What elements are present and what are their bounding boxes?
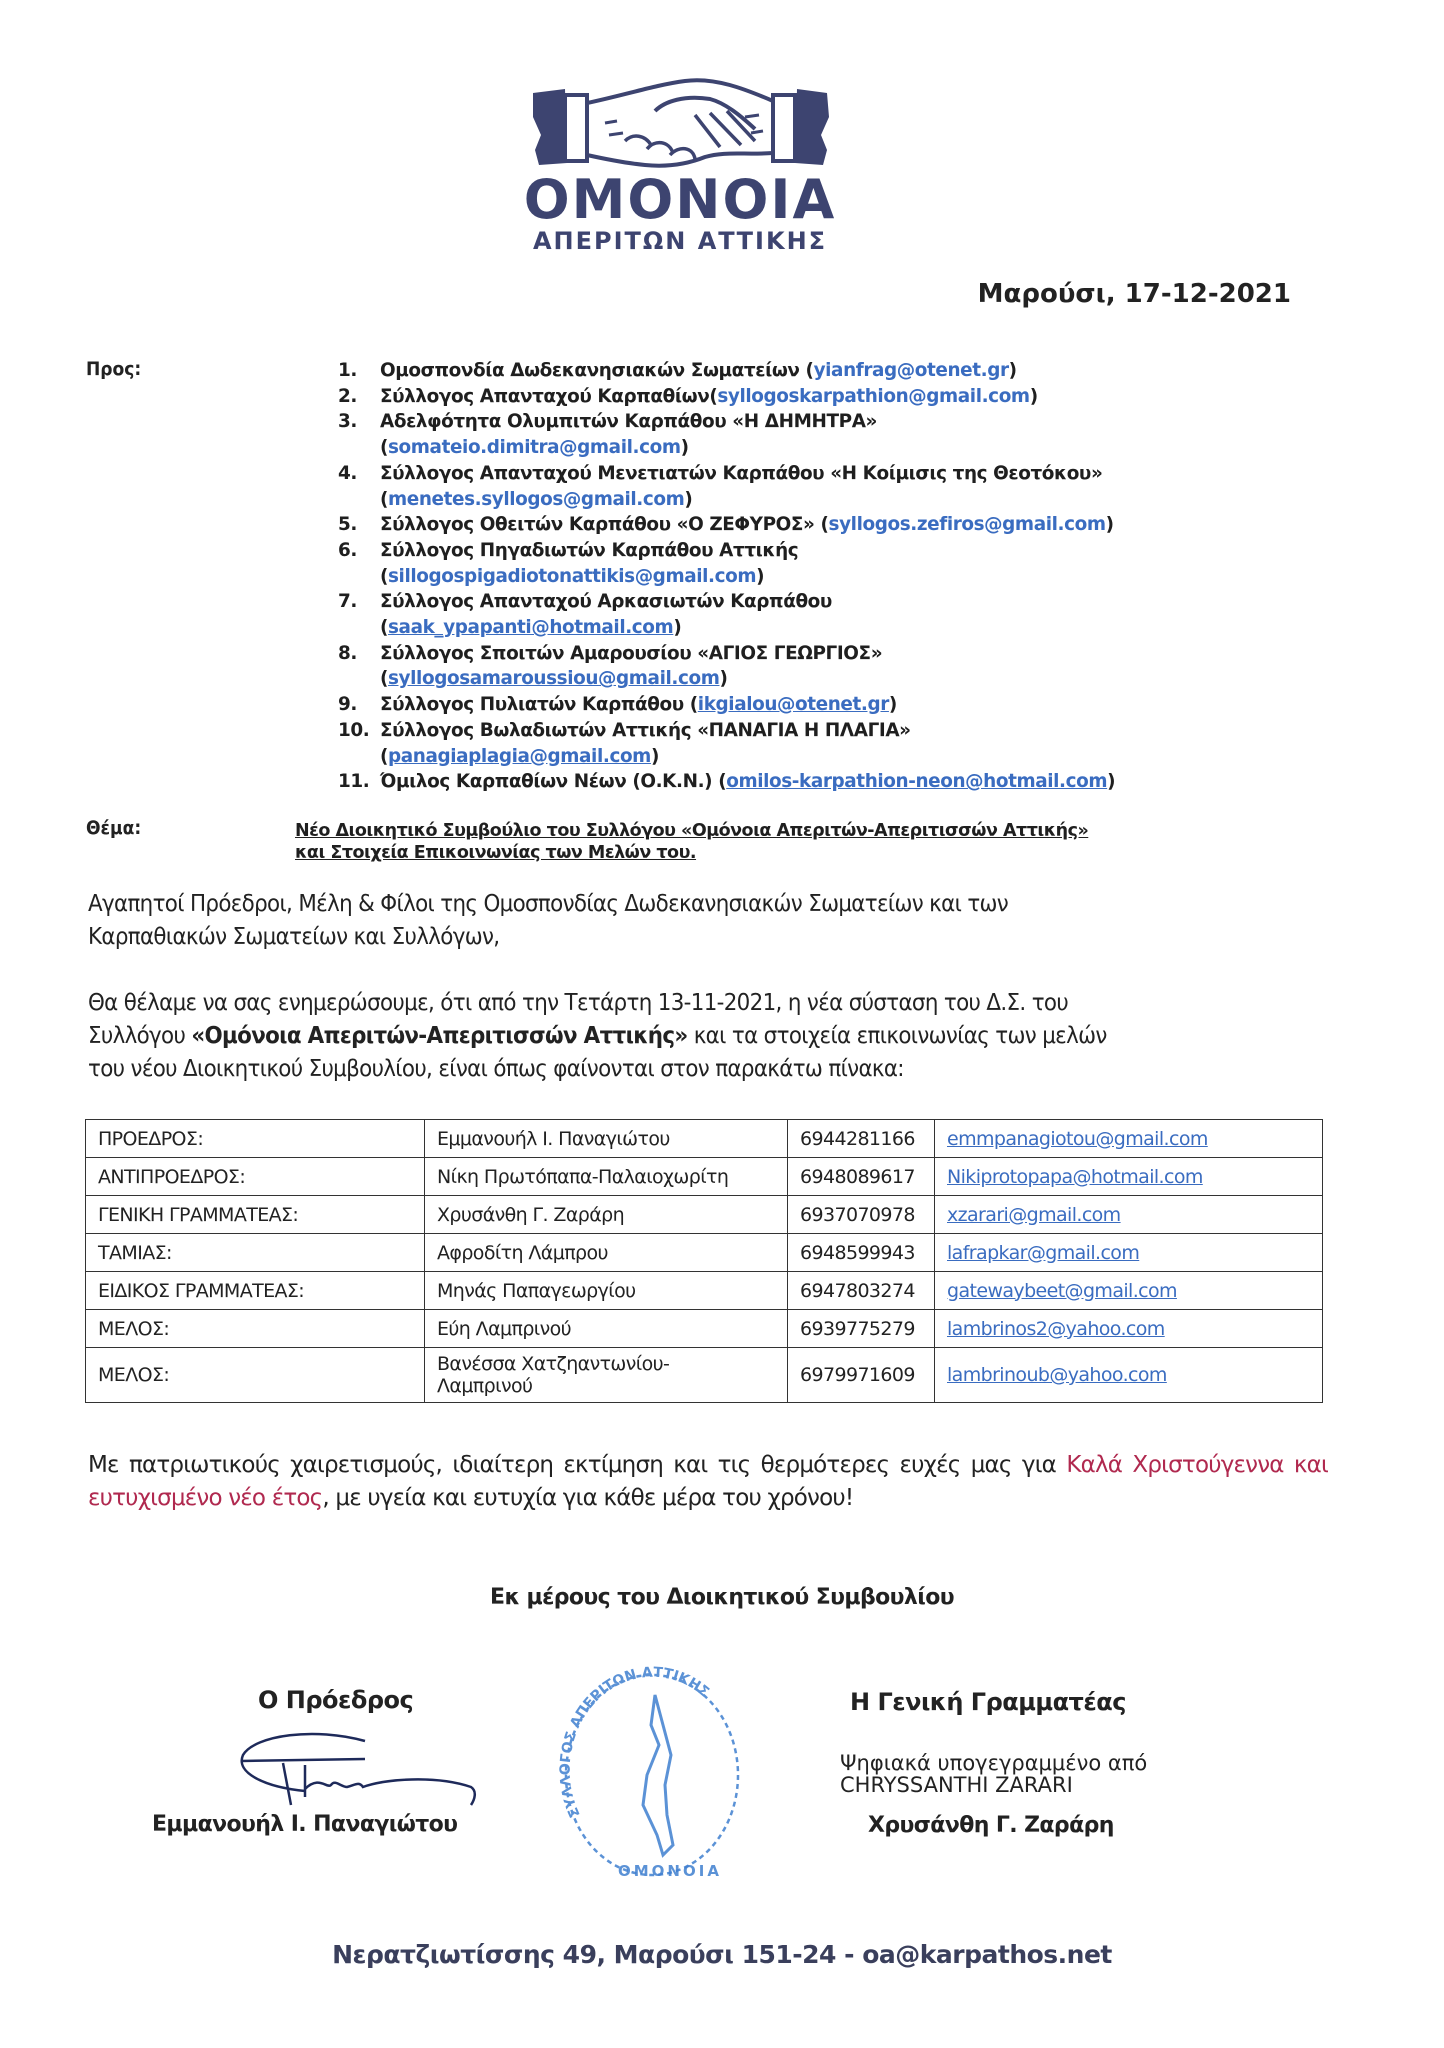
association-name: «Ομόνοια Απεριτών-Απεριτισσών Αττικής» (191, 1023, 688, 1049)
recipient-name: Αδελφότητα Ολυμπιτών Καρπάθου «Η ΔΗΜΗΤΡΑ» (380, 411, 878, 433)
greeting-line-1: Αγαπητοί Πρόεδροι, Μέλη & Φίλοι της Ομοσπονδίας Δωδεκανησιακών Σωματείων και των (88, 891, 1009, 917)
greeting-line-2: Καρπαθιακών Σωματείων και Συλλόγων, (88, 924, 500, 950)
member-email-link[interactable]: Nikiprotopapa@hotmail.com (947, 1165, 1203, 1188)
close-paren: ) (673, 617, 682, 639)
member-role: ΓΕΝΙΚΗ ΓΡΑΜΜΑΤΕΑΣ: (98, 1203, 299, 1226)
recipient-email-link[interactable]: somateio.dimitra@gmail.com (388, 437, 681, 459)
member-name: Μηνάς Παπαγεωργίου (437, 1279, 636, 1302)
role-cell (86, 1310, 425, 1348)
recipient-email-link[interactable]: saak_ypapanti@hotmail.com (388, 617, 674, 639)
recipient-email-link[interactable]: syllogos.zefiros@gmail.com (828, 514, 1106, 536)
on-behalf-line: Εκ μέρους του Διοικητικού Συμβουλίου (490, 1585, 954, 1610)
close-paren: ) (680, 437, 689, 459)
recipient-item-email-line (338, 435, 1338, 461)
member-email-link[interactable]: emmpanagiotou@gmail.com (947, 1127, 1208, 1150)
phone-cell (788, 1196, 935, 1234)
table-row (86, 1158, 1323, 1196)
recipient-item (338, 358, 1338, 384)
recipient-name: Σύλλογος Σποιτών Αμαρουσίου «ΑΓΙΟΣ ΓΕΩΡΓΙΟΣ» (380, 642, 883, 664)
recipient-email-link[interactable]: omilos-karpathion-neon@hotmail.com (726, 771, 1108, 793)
recipient-number: 3. (338, 411, 357, 433)
subject-line-2: και Στοιχεία Επικοινωνίας των Μελών του. (295, 843, 697, 863)
email-cell (935, 1158, 1323, 1196)
date-line: Μαρούσι, 17-12-2021 (977, 279, 1291, 309)
member-name: Βανέσσα Χατζηαντωνίου-Λαμπρινού (437, 1353, 670, 1397)
recipient-email-link[interactable]: ikgialou@otenet.gr (697, 694, 889, 716)
recipient-item (338, 538, 1338, 564)
recipient-name: Σύλλογος Πυλιατών Καρπάθου ( (380, 694, 698, 716)
recipient-email-line (380, 744, 1338, 770)
recipient-text (380, 384, 1338, 410)
recipient-number: 7. (338, 591, 357, 613)
president-name: Εμμανουήλ Ι. Παναγιώτου (152, 1812, 458, 1837)
recipient-email-wrap (380, 566, 764, 587)
name-cell (425, 1348, 788, 1403)
recipient-item (338, 384, 1338, 410)
phone-cell (788, 1158, 935, 1196)
phone-cell (788, 1234, 935, 1272)
email-cell (935, 1348, 1323, 1403)
recipient-text (380, 641, 1338, 667)
member-role: ΑΝΤΙΠΡΟΕΔΡΟΣ: (98, 1165, 246, 1188)
recipient-item-email-line (338, 615, 1338, 641)
footer-address: Νερατζιωτίσσης 49, Μαρούσι 151-24 - oa@karpathos.net (332, 1940, 1112, 1969)
recipient-text (380, 461, 1338, 487)
recipient-email-wrap (829, 514, 1114, 535)
recipient-item-email-line (338, 487, 1338, 513)
table-row (86, 1310, 1323, 1348)
intro-line-2 (88, 1020, 1334, 1053)
email-cell (935, 1272, 1323, 1310)
member-phone: 6948089617 (800, 1165, 915, 1188)
phone-cell (788, 1120, 935, 1158)
phone-cell (788, 1272, 935, 1310)
recipient-email-line (380, 615, 1338, 641)
member-name: Εμμανουήλ Ι. Παναγιώτου (437, 1127, 670, 1150)
recipient-email-wrap (698, 694, 897, 715)
recipient-email-wrap (380, 489, 692, 510)
phone-cell (788, 1310, 935, 1348)
recipient-item (338, 409, 1338, 435)
recipient-text (380, 358, 1338, 384)
recipient-number: 10. (338, 719, 370, 741)
phone-cell (788, 1348, 935, 1403)
recipient-list (338, 358, 1338, 795)
email-cell (935, 1196, 1323, 1234)
intro-line-3: του νέου Διοικητικού Συμβουλίου, είναι όπως φαίνονται στον παρακάτω πίνακα: (88, 1056, 904, 1082)
recipient-item (338, 512, 1338, 538)
intro-line-1: Θα θέλαμε να σας ενημερώσουμε, ότι από την Τετάρτη 13-11-2021, η νέα σύσταση του Δ.Σ. του (88, 990, 1069, 1016)
open-paren: ( (380, 745, 389, 767)
recipient-text (380, 718, 1338, 744)
member-role: ΠΡΟΕΔΡΟΣ: (98, 1127, 204, 1150)
recipient-email-line (380, 435, 1338, 461)
close-paren: ) (1105, 514, 1114, 536)
name-cell (425, 1120, 788, 1158)
member-email-link[interactable]: lambrinoub@yahoo.com (947, 1364, 1167, 1386)
stamp-text-top: ΣΥΛΛΟΓΟΣ ΑΠΕΡΙΤΩΝ ΑΤΤΙΚΗΣ (557, 1665, 713, 1820)
member-email-link[interactable]: xzarari@gmail.com (947, 1203, 1121, 1226)
intro-line-2-post: και τα στοιχεία επικοινωνίας των μελών (687, 1023, 1107, 1049)
member-role: ΜΕΛΟΣ: (98, 1364, 170, 1386)
secretary-title: Η Γενική Γραμματέας (850, 1688, 1126, 1716)
role-cell (86, 1120, 425, 1158)
member-role: ΜΕΛΟΣ: (98, 1317, 170, 1340)
recipient-item (338, 461, 1338, 487)
name-cell (425, 1310, 788, 1348)
recipient-name: Σύλλογος Απανταχού Μενετιατών Καρπάθου «Η Κοίμισις της Θεοτόκου» (380, 462, 1103, 484)
member-phone: 6947803274 (800, 1279, 915, 1302)
table-row (86, 1234, 1323, 1272)
role-cell (86, 1234, 425, 1272)
recipient-item (338, 641, 1338, 667)
open-paren: ( (380, 565, 389, 587)
member-name: Εύη Λαμπρινού (437, 1317, 572, 1340)
letterhead-logo (505, 55, 855, 260)
org-subtitle: ΑΠΕΡΙΤΩΝ ΑΤΤΙΚΗΣ (532, 227, 828, 255)
close-paren: ) (888, 694, 897, 716)
recipient-number: 6. (338, 539, 357, 561)
closing-greeting-highlight: Καλά Χριστούγεννα και ευτυχισμένο νέο έτος (88, 1452, 1328, 1511)
recipient-text (380, 512, 1338, 538)
recipient-number: 11. (338, 771, 370, 793)
member-phone: 6979971609 (800, 1364, 915, 1386)
email-cell (935, 1234, 1323, 1272)
open-paren: ( (380, 437, 389, 459)
close-paren: ) (1008, 360, 1017, 381)
indent (338, 615, 380, 641)
subject-label: Θέμα: (86, 817, 142, 839)
secretary-name: Χρυσάνθη Γ. Ζαράρη (868, 1813, 1114, 1838)
recipient-email-line (380, 564, 1338, 590)
member-role: ΕΙΔΙΚΟΣ ΓΡΑΜΜΑΤΕΑΣ: (98, 1279, 305, 1302)
member-phone: 6937070978 (800, 1203, 915, 1226)
recipient-email-link[interactable]: syllogoskarpathion@gmail.com (717, 385, 1030, 407)
table-row (86, 1120, 1323, 1158)
recipient-email-wrap (717, 386, 1037, 407)
recipient-number: 9. (338, 694, 357, 716)
recipient-email-link[interactable]: menetes.syllogos@gmail.com (388, 488, 685, 510)
recipient-email-link[interactable]: sillogospigadiotonattikis@gmail.com (388, 565, 757, 587)
recipient-name: Όμιλος Καρπαθίων Νέων (Ο.Κ.Ν.) ( (380, 771, 727, 793)
stamp-text-bottom: ΟΜΟΝΟΙΑ (618, 1862, 722, 1880)
recipient-email-line (380, 487, 1338, 513)
indent (338, 666, 380, 692)
recipient-name: Σύλλογος Απανταχού Αρκασιωτών Καρπάθου (380, 591, 832, 613)
member-name: Νίκη Πρωτόπαπα-Παλαιοχωρίτη (437, 1165, 729, 1188)
recipient-email-wrap (380, 617, 681, 638)
recipient-email-wrap (380, 746, 659, 767)
close-paren: ) (650, 745, 659, 767)
recipient-email-link[interactable]: yianfrag@otenet.gr (813, 360, 1009, 381)
recipient-text (380, 589, 1338, 615)
recipient-email-wrap (380, 437, 689, 458)
recipient-item (338, 718, 1338, 744)
member-phone: 6948599943 (800, 1241, 915, 1264)
intro-paragraph (88, 987, 1334, 1086)
close-paren: ) (719, 668, 728, 690)
recipient-item-email-line (338, 564, 1338, 590)
recipient-email-line (380, 666, 1338, 692)
recipient-item (338, 589, 1338, 615)
president-title: Ο Πρόεδρος (258, 1686, 414, 1714)
recipient-number: 2. (338, 385, 357, 407)
member-phone: 6944281166 (800, 1127, 915, 1150)
recipient-text (380, 769, 1338, 795)
name-cell (425, 1158, 788, 1196)
table-row (86, 1272, 1323, 1310)
open-paren: ( (380, 668, 389, 690)
seal-stamp-icon (555, 1665, 745, 1880)
handshake-icon (505, 55, 855, 175)
name-cell (425, 1272, 788, 1310)
indent (338, 435, 380, 461)
recipient-text (380, 538, 1338, 564)
member-email-link[interactable]: lambrinos2@yahoo.com (947, 1317, 1165, 1340)
role-cell (86, 1272, 425, 1310)
indent (338, 487, 380, 513)
board-members-table (85, 1119, 1323, 1403)
recipient-number: 5. (338, 514, 357, 536)
greeting (88, 888, 1334, 954)
member-email-link[interactable]: lafrapkar@gmail.com (947, 1241, 1140, 1264)
name-cell (425, 1234, 788, 1272)
subject-line-1: Νέο Διοικητικό Συμβούλιο του Συλλόγου «Ομόνοια Απεριτών-Απεριτισσών Αττικής» (295, 821, 1089, 841)
recipient-item-email-line (338, 744, 1338, 770)
email-cell (935, 1310, 1323, 1348)
open-paren: ( (380, 488, 389, 510)
digital-signature-line-1: Ψηφιακά υπογεγραμμένο από (840, 1751, 1148, 1775)
subject (295, 820, 1088, 864)
recipient-email-wrap (726, 771, 1115, 792)
recipient-name: Σύλλογος Βωλαδιωτών Αττικής «ΠΑΝΑΓΙΑ Η ΠΛΑΓΙΑ» (380, 719, 911, 741)
digital-signature-line-2: CHRYSSANTHI ZARARI (840, 1773, 1073, 1797)
recipient-text (380, 692, 1338, 718)
recipient-name: Ομοσπονδία Δωδεκανησιακών Σωματείων ( (380, 360, 814, 381)
member-email-link[interactable]: gatewaybeet@gmail.com (947, 1279, 1177, 1302)
indent (338, 564, 380, 590)
recipient-number: 1. (338, 360, 357, 381)
open-paren: ( (380, 617, 389, 639)
closing-post: , με υγεία και ευτυχία για κάθε μέρα του χρόνου! (322, 1485, 854, 1511)
member-role: ΤΑΜΙΑΣ: (98, 1241, 172, 1264)
recipient-email-wrap (380, 668, 727, 689)
recipient-item (338, 769, 1338, 795)
recipient-number: 8. (338, 642, 357, 664)
table-row (86, 1348, 1323, 1403)
recipient-name: Σύλλογος Πηγαδιωτών Καρπάθου Αττικής (380, 539, 799, 561)
recipient-text (380, 409, 1338, 435)
name-cell (425, 1196, 788, 1234)
closing-paragraph (88, 1449, 1328, 1515)
close-paren: ) (756, 565, 765, 587)
recipient-item-email-line (338, 666, 1338, 692)
recipient-number: 4. (338, 462, 357, 484)
close-paren: ) (1029, 385, 1038, 407)
close-paren: ) (684, 488, 693, 510)
intro-line-2-pre: Συλλόγου (88, 1023, 192, 1049)
to-label: Προς: (86, 358, 142, 380)
role-cell (86, 1348, 425, 1403)
table-row (86, 1196, 1323, 1234)
recipient-email-wrap (814, 360, 1017, 381)
recipient-email-link[interactable]: syllogosamaroussiou@gmail.com (388, 668, 720, 690)
email-cell (935, 1120, 1323, 1158)
member-phone: 6939775279 (800, 1317, 915, 1340)
close-paren: ) (1107, 771, 1116, 793)
role-cell (86, 1158, 425, 1196)
recipient-name: Σύλλογος Οθειτών Καρπάθου «Ο ΖΕΦΥΡΟΣ» ( (380, 514, 829, 536)
recipient-name: Σύλλογος Απανταχού Καρπαθίων( (380, 385, 718, 407)
member-name: Χρυσάνθη Γ. Ζαράρη (437, 1203, 625, 1226)
digital-signature (840, 1752, 1147, 1796)
indent (338, 744, 380, 770)
recipient-item (338, 692, 1338, 718)
closing-pre: Με πατριωτικούς χαιρετισμούς, ιδιαίτερη εκτίμηση και τις θερμότερες ευχές μας για (88, 1452, 1067, 1478)
role-cell (86, 1196, 425, 1234)
org-name: ΟΜΟΝΟΙΑ (523, 168, 837, 231)
president-signature (235, 1725, 495, 1825)
recipient-email-link[interactable]: panagiaplagia@gmail.com (388, 745, 651, 767)
member-name: Αφροδίτη Λάμπρου (437, 1241, 608, 1264)
